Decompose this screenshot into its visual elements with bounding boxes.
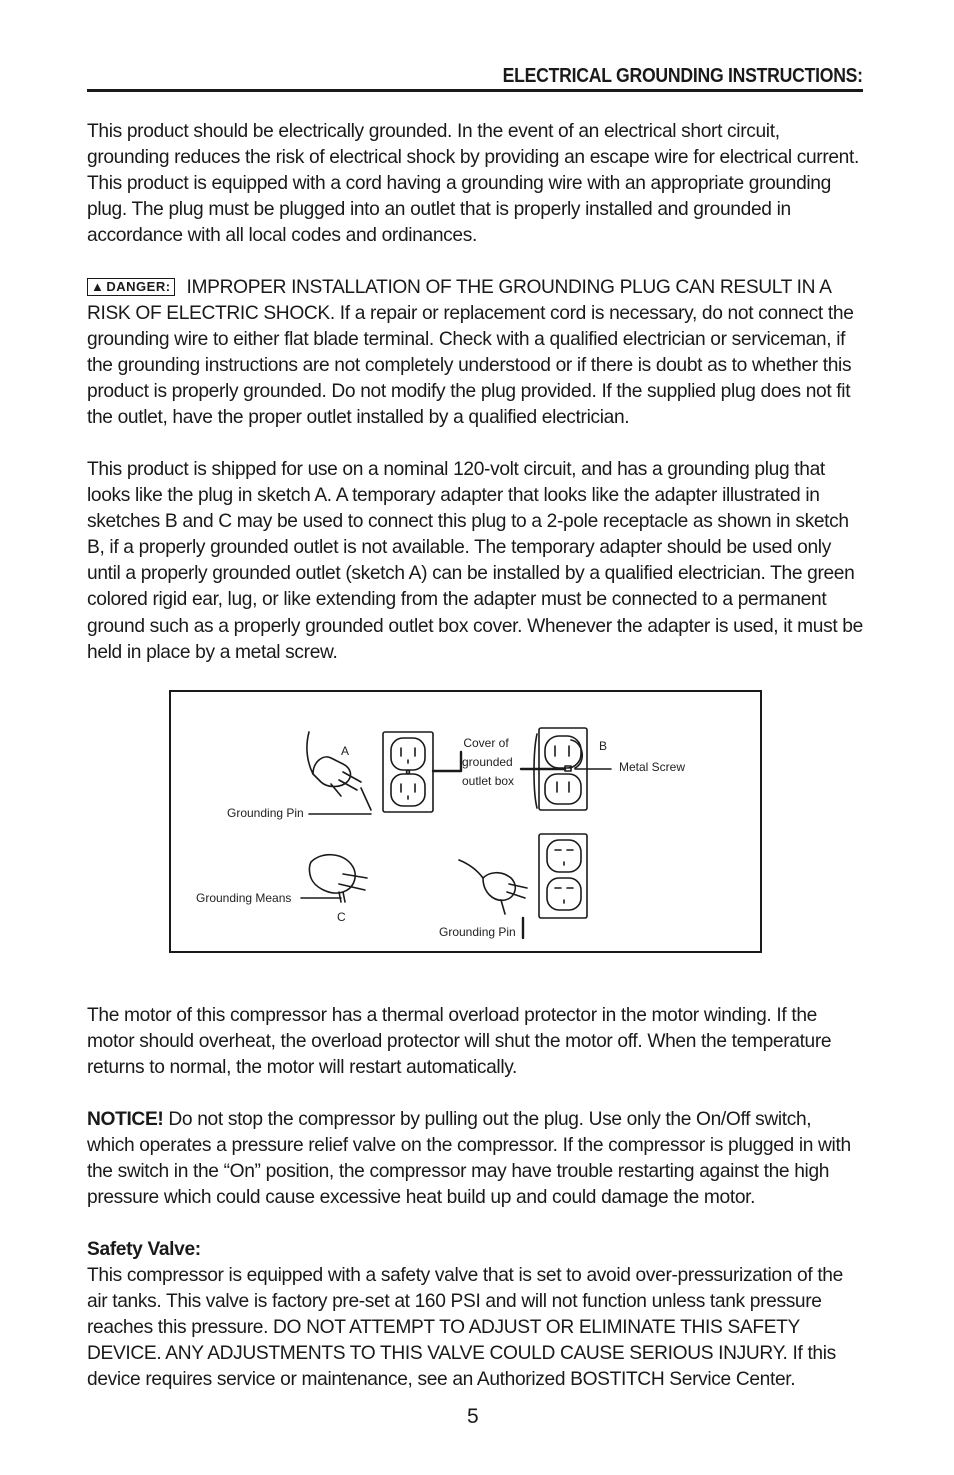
label-a: A <box>341 744 350 758</box>
page-number: 5 <box>467 1405 479 1428</box>
notice-text: Do not stop the compressor by pulling out the plug. Use only the On/Off switch, which operates a pressure relief valve on the compressor. If the compressor is plugged in with the switch in the “On” position, the compressor may have trouble restarting against the high pressure which could cause excessive heat build up and could damage the motor. <box>87 1109 851 1209</box>
section-header <box>87 64 863 92</box>
motor-paragraph: The motor of this compressor has a thermal overload protector in the motor winding. If the motor should overheat, the overload protector will shut the motor off. When the temperature returns to normal, the motor will restart automatically. <box>87 1005 832 1079</box>
intro-paragraph: This product should be electrically grounded. In the event of an electrical short circuit, grounding reduces the risk of electrical shock by providing an escape wire for electrical current. This product is equipped with a cord having a grounding wire with an appropriate grounding plug. The plug must be plugged into an outlet that is properly installed and grounded in accordance with all local codes and ordinances. <box>87 121 859 247</box>
danger-label: DANGER: <box>106 279 171 294</box>
label-b: B <box>599 739 608 753</box>
warning-triangle-icon: ▲ <box>91 279 105 294</box>
section-title: ELECTRICAL GROUNDING INSTRUCTIONS: <box>502 64 863 87</box>
adapter-paragraph: This product is shipped for use on a nominal 120-volt circuit, and has a grounding plug that looks like the plug in sketch A. A temporary adapter that looks like the adapter illustrated in sketches B and C may be used to connect this plug to a 2-pole receptacle as shown in sketch B, if a properly grounded outlet is not available. The temporary adapter should be used only until a properly grounded outlet (sketch A) can be installed by a qualified electrician. The green colored rigid ear, lug, or like extending from the adapter must be connected to a permanent ground such as a properly grounded outlet box cover. Whenever the adapter is used, it must be held in place by a metal screw. <box>87 459 863 663</box>
cover-line-2: grounded <box>462 755 513 769</box>
safety-valve-heading: Safety Valve: <box>87 1239 201 1260</box>
danger-badge <box>87 278 175 296</box>
danger-paragraph <box>87 275 863 432</box>
grounding-diagram <box>169 690 762 953</box>
cover-label <box>462 734 515 791</box>
safety-valve-text: This compressor is equipped with a safety valve that is set to avoid over-pressurization of the air tanks. This valve is factory pre-set at 160 PSI and will not function unless tank pressure reaches this pressure. DO NOT ATTEMPT TO ADJUST OR ELIMINATE THIS SAFETY DEVICE. ANY ADJUSTMENTS TO THIS VALVE COULD CAUSE SERIOUS INJURY. If this device requires service or maintenance, see an Authorized BOSTITCH Service Center. <box>87 1265 843 1391</box>
metal-screw-label: Metal Screw <box>619 760 686 774</box>
danger-text: IMPROPER INSTALLATION OF THE GROUNDING PLUG CAN RESULT IN A RISK OF ELECTRIC SHOCK. If a repair or replacement cord is necessary, do not connect the grounding wire to either flat blade terminal. Check with a qualified electrician or serviceman, if the grounding instructions are not completely understood or if there is doubt as to whether this product is properly grounded. Do not modify the plug provided. If the supplied plug does not fit the outlet, have the proper outlet installed by a qualified electrician. <box>87 277 854 429</box>
safety-valve-section <box>87 1237 863 1394</box>
cover-line-3: outlet box <box>462 774 515 788</box>
grounding-pin-label-bottom: Grounding Pin <box>439 925 516 939</box>
notice-label: NOTICE! <box>87 1109 164 1130</box>
grounding-pin-label-top: Grounding Pin <box>227 806 304 820</box>
cover-line-1: Cover of <box>463 736 509 750</box>
label-c: C <box>337 910 346 924</box>
grounding-means-label: Grounding Means <box>196 891 292 905</box>
notice-paragraph <box>87 1107 863 1211</box>
